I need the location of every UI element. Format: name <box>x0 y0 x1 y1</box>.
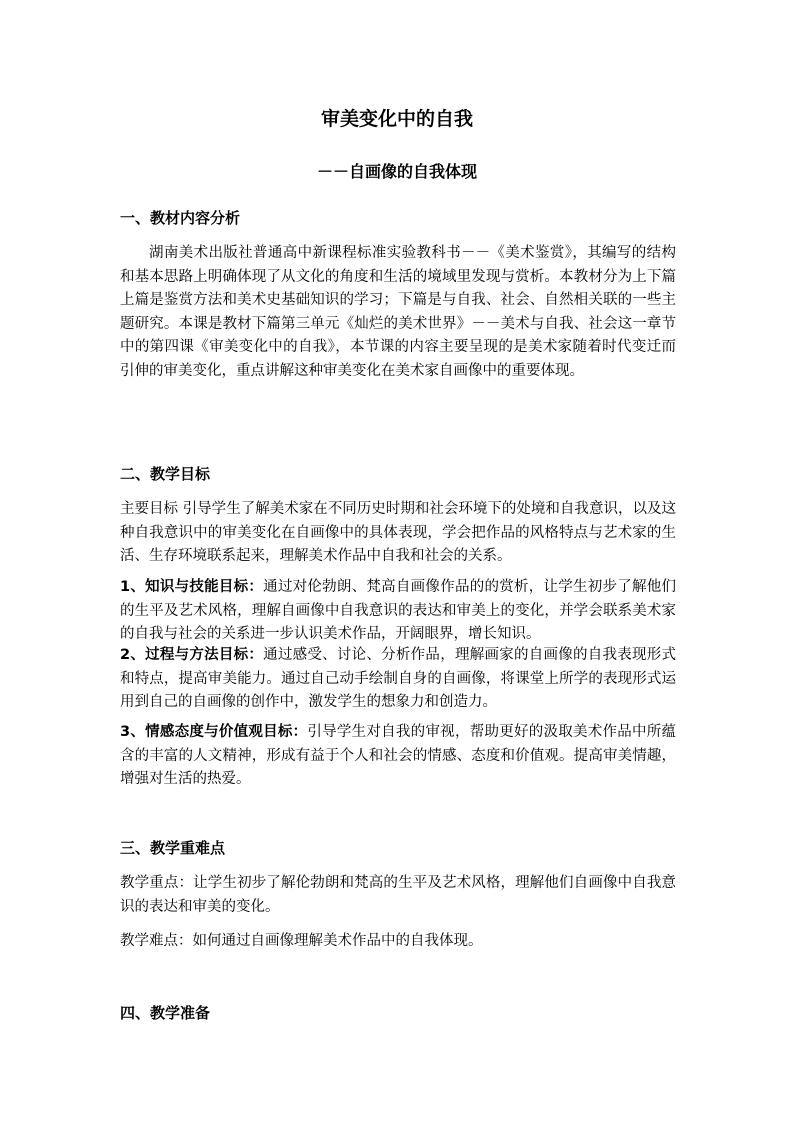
goal-knowledge-skills <box>120 576 676 647</box>
document-subtitle: －－自画像的自我体现 <box>316 162 477 181</box>
section-heading-key-points: 三、教学重难点 <box>120 839 226 857</box>
goal-text: 通过感受、讨论、分析作品，理解画家的自画像的自我表现形式和特点，提高审美能力。通过自己动手绘制自身的自画像，将课堂上所学的表现形式运用到自己的自画像的创作中，激发学生的想象力和创造力。 <box>120 647 677 710</box>
textbook-analysis-paragraph: 湖南美术出版社普通高中新课程标准实验教科书－－《美术鉴赏》，其编写的结构和基本思路上明确体现了从文化的角度和生活的境域里发现与赏析。本教材分为上下篇 上篇是鉴赏方法和美术史基础知识的学习；下篇是与自我、社会、自然相关联的一些主题研究。本课是教材下篇第三单元《灿烂的美术世界》－－美术与自我、社会这一章节中的第四课《审美变化中的自我》，本节课的内容主要呈现的是美术家随着时代变迁而引伸的审美变化，重点讲解这种审美变化在美术家自画像中的重要体现。 <box>120 245 676 379</box>
key-point-paragraph: 教学重点：让学生初步了解伦勃朗和梵高的生平及艺术风格，理解他们自画像中自我意识的表达和审美的变化。 <box>120 875 676 915</box>
section-heading-preparation: 四、教学准备 <box>120 1004 211 1022</box>
goal-process-method <box>120 644 676 715</box>
goal-label: 3、情感态度与价值观目标： <box>120 724 308 740</box>
document-title: 审美变化中的自我 <box>320 108 473 130</box>
section-heading-textbook-analysis: 一、教材内容分析 <box>120 209 241 227</box>
goal-text: 引导学生对自我的审视，帮助更好的汲取美术作品中所蕴含的丰富的人文精神，形成有益于个人和社会的情感、态度和价值观。提高审美情趣，增强对生活的热爱。 <box>120 724 677 787</box>
teaching-goals-intro: 主要目标 引导学生了解美术家在不同历史时期和社会环境下的处境和自我意识，以及这种自我意识中的审美变化在自画像中的具体表现，学会把作品的风格特点与艺术家的生活、生存环境联系起来，理解美术作品中自我和社会的关系。 <box>120 501 676 564</box>
goal-emotion-values <box>120 721 676 792</box>
section-heading-teaching-goals: 二、教学目标 <box>120 465 211 483</box>
goal-label: 1、知识与技能目标： <box>120 579 264 595</box>
goal-label: 2、过程与方法目标： <box>120 647 264 663</box>
difficult-point-paragraph: 教学难点：如何通过自画像理解美术作品中的自我体现。 <box>120 933 483 949</box>
goal-text: 通过对伦勃朗、梵高自画像作品的的赏析，让学生初步了解他们的生平及艺术风格，理解自画像中自我意识的表达和审美上的变化，并学会联系美术家的自我与社会的关系进一步认识美术作品，开阔眼界，增长知识。 <box>120 579 677 642</box>
